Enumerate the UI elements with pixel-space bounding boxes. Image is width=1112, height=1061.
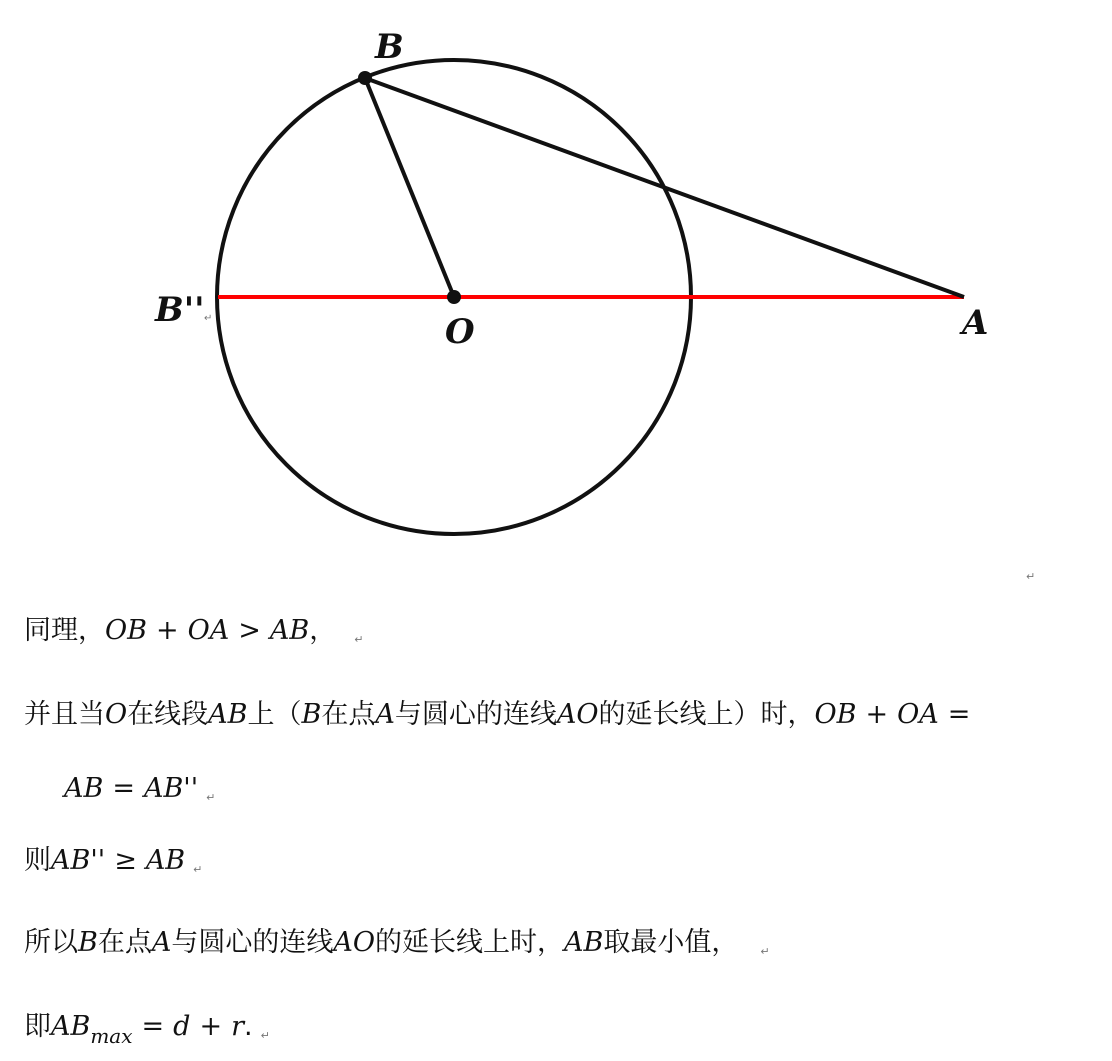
label-O: O <box>445 312 475 352</box>
point-B <box>358 71 372 85</box>
paragraph-mark: ↵ <box>193 863 203 876</box>
paragraph-mark: ↵ <box>260 1029 270 1042</box>
label-B-double-prime: B'' <box>155 290 205 330</box>
math-AO: AO <box>333 927 375 958</box>
text-run: 所以 <box>24 927 78 958</box>
math-OA: OA <box>187 615 230 646</box>
math-B: B <box>301 699 322 730</box>
math-gt: > <box>238 615 261 646</box>
math-AB: AB <box>208 699 248 730</box>
text-run: 上（ <box>247 699 302 730</box>
text-run: ， <box>309 615 337 646</box>
text-run: 在点 <box>97 927 152 958</box>
math-eq: = <box>141 1011 165 1042</box>
math-A: A <box>375 699 395 730</box>
math-plus: + <box>865 699 889 730</box>
math-OB: OB <box>814 699 857 730</box>
label-B: B <box>375 27 404 67</box>
text-run: 则 <box>24 845 51 876</box>
math-AB: AB <box>145 845 186 876</box>
paragraph-mark: ↵ <box>760 945 770 958</box>
text-run: 与圆心的连线 <box>394 699 557 730</box>
text-run: . <box>243 1011 253 1042</box>
text-run: 在点 <box>321 699 376 730</box>
paragraph-mark: ↵ <box>1026 570 1036 583</box>
text-line-4 <box>24 844 202 887</box>
math-OB: OB <box>105 615 147 646</box>
text-line-3 <box>64 772 215 815</box>
text-line-1 <box>24 614 363 657</box>
text-run: 取最小值， <box>603 927 739 958</box>
math-B: B <box>78 927 98 958</box>
math-A: A <box>151 927 172 958</box>
segment-OB <box>365 78 454 297</box>
text-run: 在线段 <box>127 699 209 730</box>
text-run: 的延长线上）时， <box>598 699 815 730</box>
text-run: 即 <box>24 1011 51 1042</box>
text-line-5 <box>24 926 770 969</box>
text-line-2 <box>24 698 979 732</box>
paragraph-mark: ↵ <box>204 313 213 324</box>
math-AB: AB <box>51 1011 91 1042</box>
math-AB: AB <box>269 615 310 646</box>
math-d: d <box>173 1011 191 1042</box>
paragraph-mark: ↵ <box>206 791 216 804</box>
math-eq: = <box>947 699 971 730</box>
text-run: 并且当 <box>24 699 105 730</box>
text-line-6 <box>24 1010 270 1053</box>
segment-BA <box>365 78 964 297</box>
math-r: r <box>231 1011 244 1042</box>
math-subscript-max: max <box>90 1024 133 1048</box>
label-A: A <box>962 303 989 343</box>
math-eq: = <box>112 773 135 804</box>
text-run: 的延长线上时， <box>374 927 564 958</box>
math-AB-double-prime: AB'' <box>51 845 106 876</box>
math-ge: ≥ <box>114 845 137 876</box>
text-run: 与圆心的连线 <box>171 927 334 958</box>
point-O <box>447 290 461 304</box>
math-AO: AO <box>556 699 599 730</box>
math-plus: + <box>155 615 179 646</box>
math-AB: AB <box>64 773 104 804</box>
math-OA: OA <box>897 699 939 730</box>
math-plus: + <box>199 1011 223 1042</box>
math-AB: AB <box>563 927 604 958</box>
math-O: O <box>105 699 128 730</box>
math-AB-double-prime: AB'' <box>143 773 199 804</box>
paragraph-mark: ↵ <box>354 633 364 646</box>
text-run: 同理， <box>24 615 105 646</box>
